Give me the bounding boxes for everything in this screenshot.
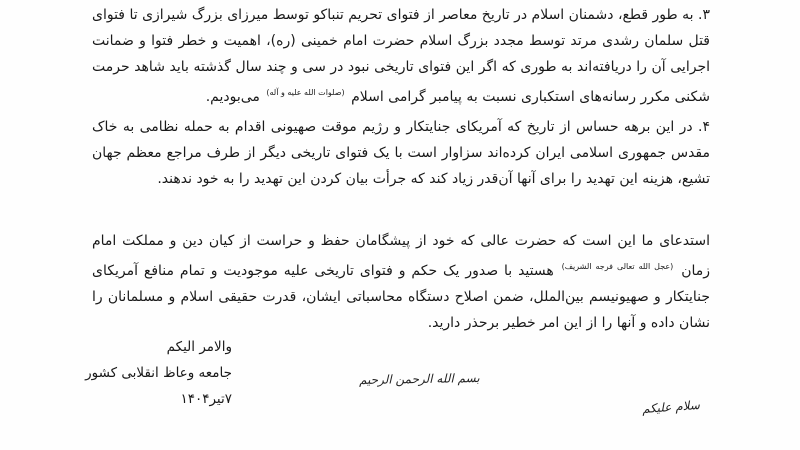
- handwritten-basmala: بسم الله الرحمن الرحیم: [359, 370, 481, 388]
- request-paragraph-honorific: (عجل الله تعالی فرجه الشریف): [561, 262, 674, 271]
- paragraph-4: [92, 114, 710, 192]
- closing-organization: جامعه وعاظ انقلابی کشور: [85, 365, 232, 381]
- paragraph-3-honorific: (صلوات الله علیه و آله): [266, 88, 345, 97]
- handwritten-salam: سلام علیکم: [641, 398, 701, 416]
- paragraph-4-text: ۴. در این برهه حساس از تاریخ که آمریکای جنایتکار و رژیم موقت صهیونی اقدام به حمله نظامی به خاک مقدس جمهوری اسلامی ایران کرده‌اند سزاوار است با یک فتوای تاریخی دیگر از طرف مراجع معظم جهان تشیع، هزینه این تهدید را برای آنها آن‌قدر زیاد کند که جرأت بیان کردن این تهدید را به خود ندهند.: [92, 119, 710, 187]
- closing-line-1: والامر الیکم: [166, 339, 232, 355]
- closing-signature-block: [72, 334, 232, 412]
- paragraph-3: [92, 2, 710, 110]
- request-paragraph-tail: هستید با صدور یک حکم و فتوای تاریخی علیه موجودیت و تمام منافع آمریکای جنایتکار و صهیونیسم بین‌الملل، ضمن اصلاح دستگاه محاسباتی ایشان، قدرت حقیقی اسلام و مسلمانان را نشان داده و آنها را از این امر خطیر برحذر دارید.: [92, 263, 710, 331]
- request-paragraph-head: استدعای ما این است که حضرت عالی که خود از پیشگامان حفظ و حراست از کیان دین و مملکت امام زمان: [92, 233, 710, 279]
- closing-date: ۷تیر۱۴۰۴: [180, 391, 232, 407]
- paragraph-3-tail: می‌بودیم.: [205, 89, 260, 105]
- request-paragraph: [92, 228, 710, 336]
- paragraph-3-text: ۳. به طور قطع، دشمنان اسلام در تاریخ معاصر از فتوای تحریم تنباکو توسط میرزای بزرگ شیرازی تا فتوای قتل سلمان رشدی مرتد توسط مجدد بزرگ اسلام حضرت امام خمینی (ره)، اهمیت و خطر فتوا و ضمانت اجرایی آن را دریافته‌اند به طوری که اگر این فتوای تاریخی نبود در سی و چند سال گذشته باید شاهد حرمت شکنی مکرر رسانه‌های استکباری نسبت به پیامبر گرامی اسلام: [92, 7, 710, 105]
